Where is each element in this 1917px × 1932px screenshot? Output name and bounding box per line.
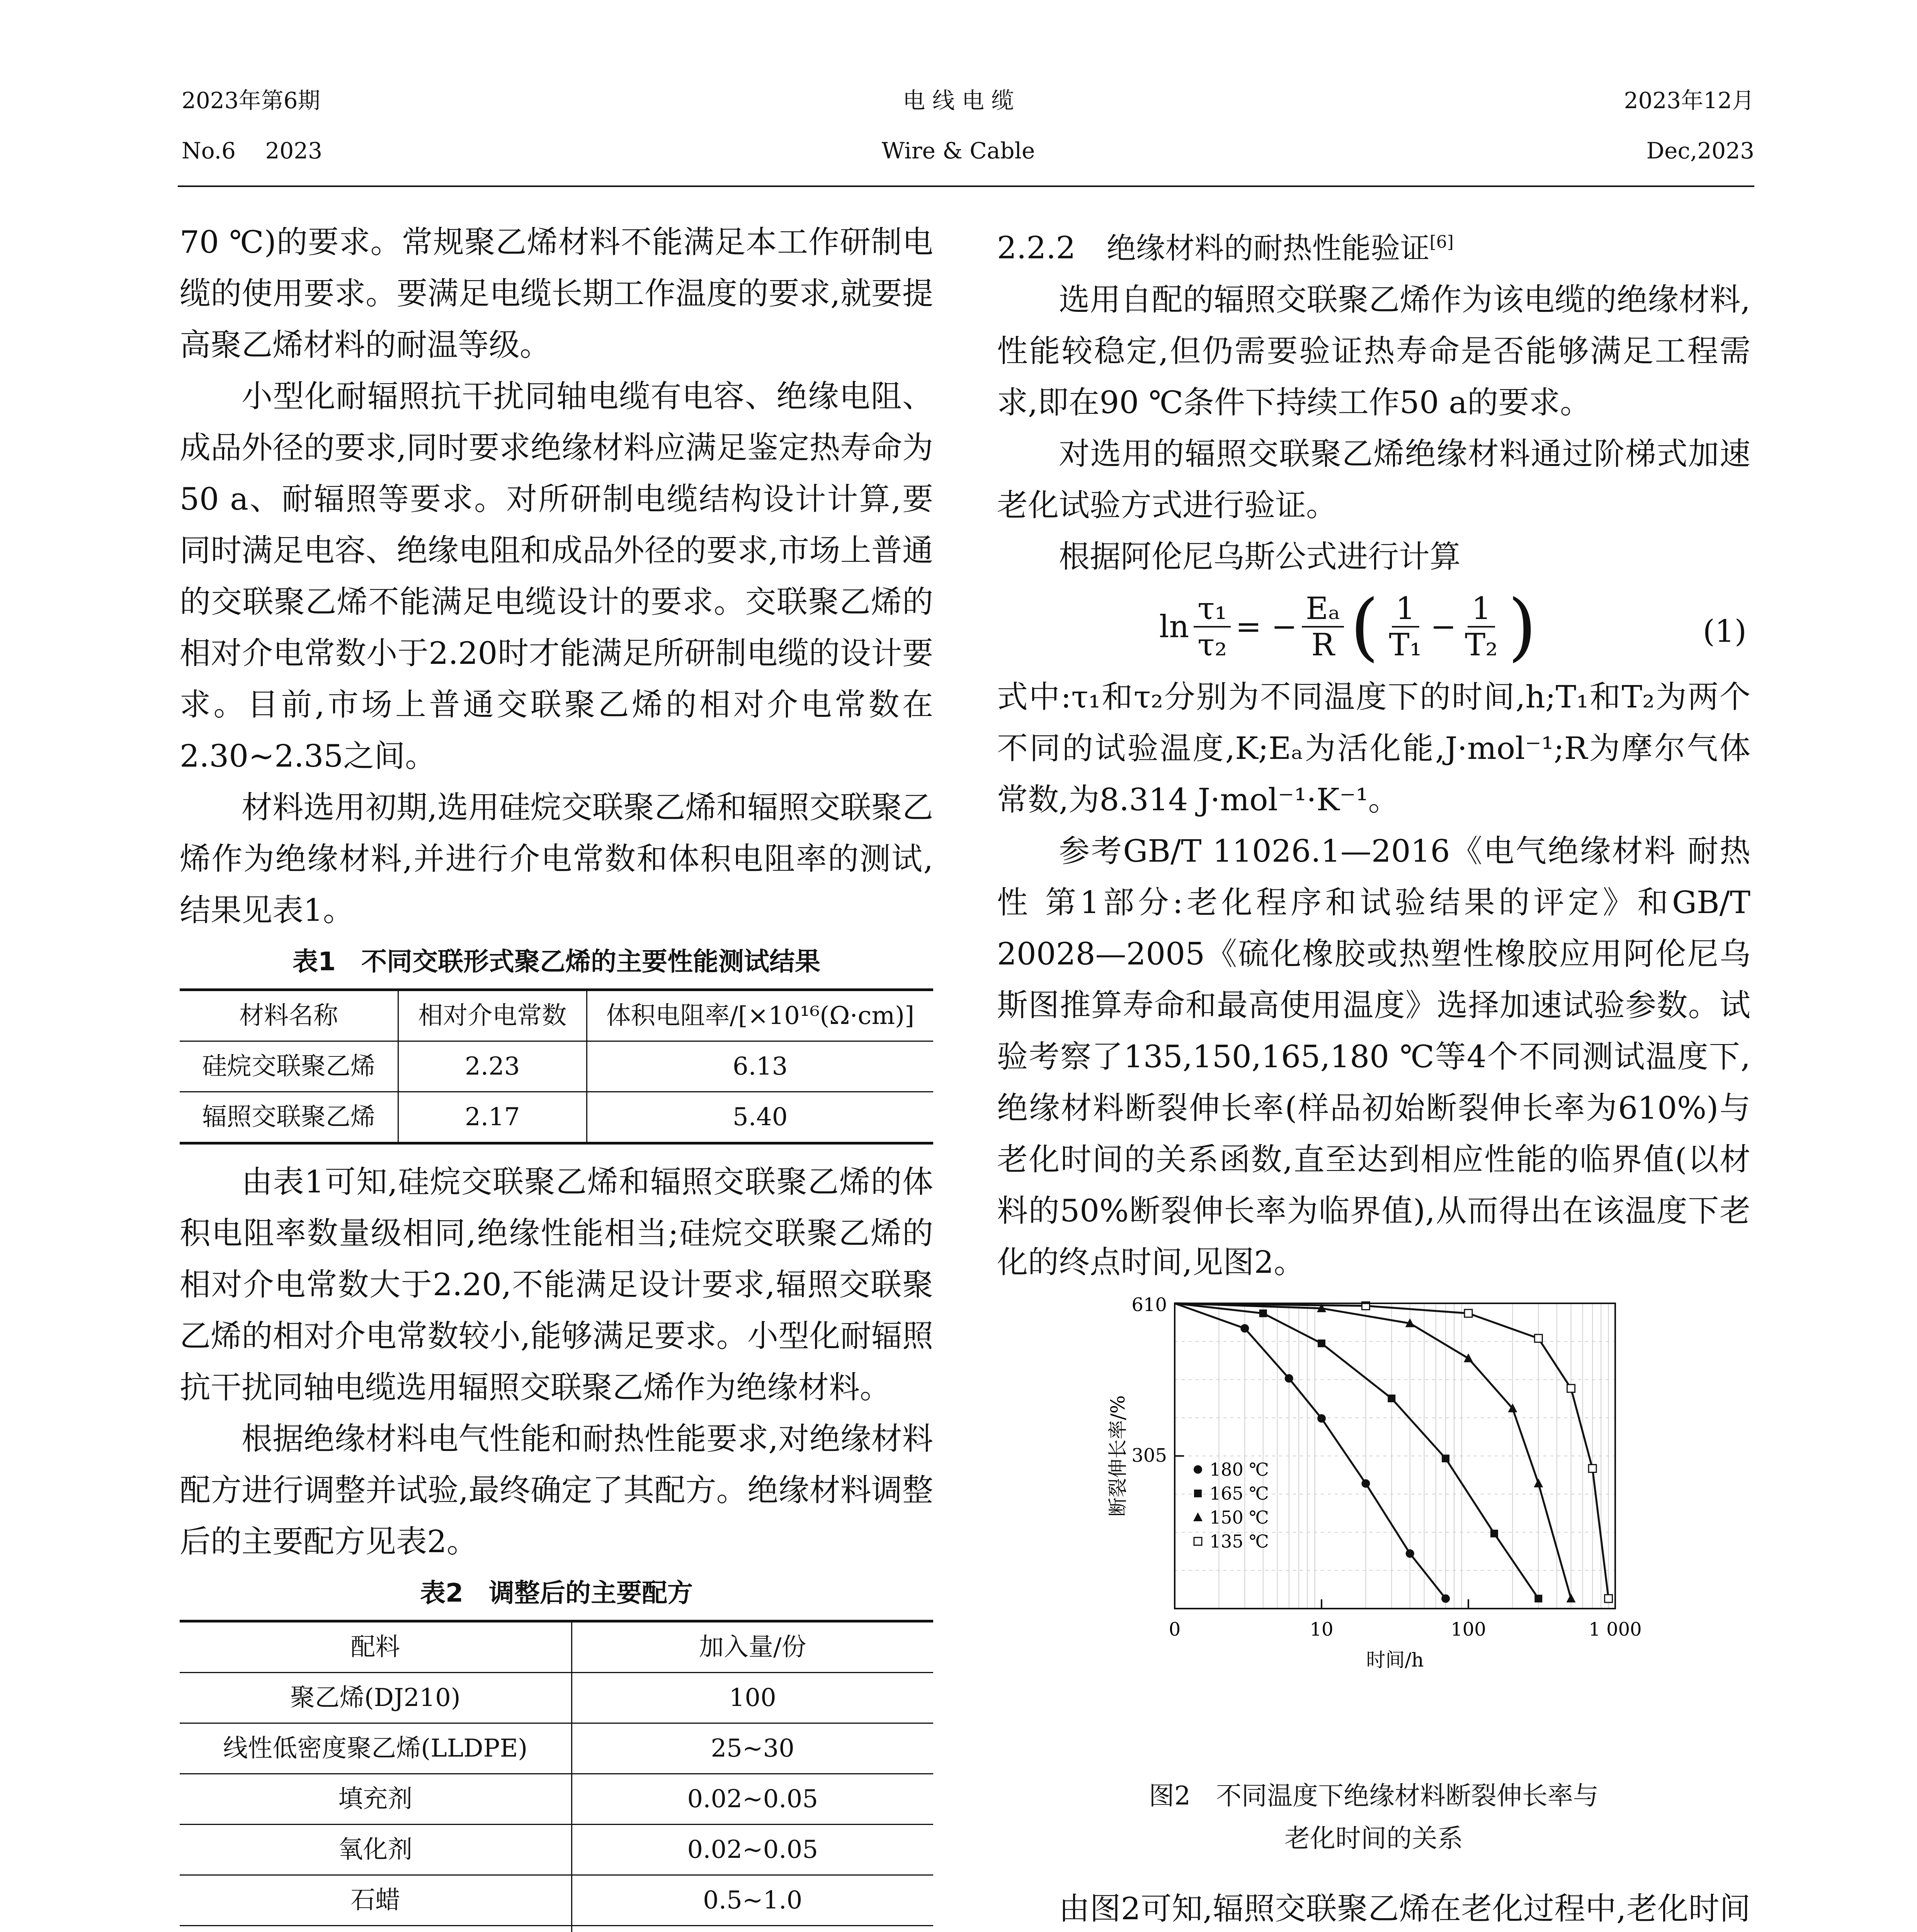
paragraph: 根据阿伦尼乌斯公式进行计算 (1059, 538, 1461, 575)
issue-date-cn: 2023年12月 (1624, 87, 1754, 114)
eq-ea: Eₐ (1302, 591, 1344, 628)
table-cell: 2.17 (398, 1092, 587, 1143)
table-cell: 6.13 (587, 1041, 933, 1092)
table-cell: 填充剂 (180, 1774, 572, 1825)
data-point (1194, 1490, 1202, 1497)
table-cell: 25~30 (572, 1723, 933, 1774)
data-point (1259, 1310, 1267, 1317)
section-number: 2.2.2 (997, 230, 1076, 266)
figure-caption-line: 老化时间的关系 (1284, 1823, 1463, 1853)
table1-caption: 表1 不同交联形式聚乙烯的主要性能测试结果 (293, 947, 820, 976)
y-tick-label: 305 (1131, 1444, 1167, 1466)
paragraph: 对选用的辐照交联聚乙烯绝缘材料通过阶梯式加速老化试验方式进行验证。 (997, 435, 1750, 523)
paragraph: 由图2可知,辐照交联聚乙烯在老化过程中,老化时间 (1059, 1890, 1750, 1927)
series-line (1175, 1303, 1446, 1599)
data-point (1240, 1324, 1249, 1332)
x-axis-label: 时间/h (1366, 1648, 1424, 1671)
chart-grid (1175, 1303, 1615, 1609)
table-row (180, 1926, 933, 1932)
data-point (1567, 1594, 1576, 1602)
eq-paren-open: ( (1350, 583, 1379, 669)
table1 (180, 988, 933, 1145)
table-cell: 聚乙烯(DJ210) (180, 1673, 572, 1723)
table2-header: 加入量/份 (572, 1621, 933, 1673)
plot-frame (1175, 1303, 1615, 1609)
data-point (1464, 1353, 1473, 1362)
section-title: 绝缘材料的耐热性能验证 (1106, 231, 1430, 265)
table-cell: 硅烷交联聚乙烯 (180, 1041, 398, 1092)
series-line (1175, 1303, 1538, 1599)
eq-fraction-tau (1194, 591, 1231, 662)
table-cell: 5.40 (587, 1092, 933, 1143)
citation: [6] (1429, 232, 1454, 252)
data-point (1534, 1595, 1542, 1602)
left-column (180, 216, 933, 1932)
eq-one: 1 (1468, 591, 1495, 628)
table-cell: 0.02~0.05 (572, 1774, 933, 1825)
table-row (180, 1673, 933, 1723)
journal-issue-cn: 2023年第6期 (182, 87, 320, 114)
table2-caption: 表2 调整后的主要配方 (420, 1578, 693, 1608)
paragraph: 根据绝缘材料电气性能和耐热性能要求,对绝缘材料配方进行调整并试验,最终确定了其配方。绝缘材料调整后的主要配方见表2。 (180, 1421, 933, 1560)
eq-equals-minus: = − (1235, 609, 1297, 645)
paragraph: 小型化耐辐照抗干扰同轴电缆有电容、绝缘电阻、成品外径的要求,同时要求绝缘材料应满足鉴定热寿命为50 a、耐辐照等要求。对所研制电缆结构设计计算,要同时满足电容、绝缘电阻和成品外径的要求,市场上普通的交联聚乙烯不能满足电缆设计的要求。交联聚乙烯的相对介电常数小于2.20时才能满足所研制电缆的设计要求。目前,市场上普通交联聚乙烯的相对介电常数在2.30~2.35之间。 (180, 378, 933, 774)
paragraph: 由表1可知,硅烷交联聚乙烯和辐照交联聚乙烯的体积电阻率数量级相同,绝缘性能相当;硅烷交联聚乙烯的相对介电常数大于2.20,不能满足设计要求,辐照交联聚乙烯的相对介电常数较小,能够满足要求。小型化耐辐照抗干扰同轴电缆选用辐照交联聚乙烯作为绝缘材料。 (180, 1164, 933, 1405)
table2 (180, 1620, 933, 1932)
legend-label: 150 ℃ (1209, 1507, 1269, 1528)
eq-tau2: τ₂ (1197, 626, 1227, 663)
table-row (180, 1092, 933, 1143)
section-heading (997, 216, 1750, 274)
table-row (180, 1774, 933, 1825)
equation-number: (1) (1703, 613, 1747, 649)
table1-header: 体积电阻率/[×10¹⁶(Ω·cm)] (587, 990, 933, 1041)
issue-date-en: Dec,2023 (1646, 138, 1754, 164)
data-point (1490, 1529, 1498, 1537)
data-point (1194, 1537, 1202, 1545)
eq-fraction-ea (1302, 591, 1344, 662)
data-point (1534, 1334, 1542, 1342)
equation-1 (997, 582, 1750, 671)
chart-legend (1209, 1459, 1269, 1552)
table-cell: 0.02~0.05 (572, 1825, 933, 1875)
series-line (1175, 1303, 1571, 1599)
right-column (997, 216, 1750, 1932)
eq-fraction-t1 (1385, 591, 1425, 662)
legend-label: 135 ℃ (1209, 1531, 1269, 1552)
eq-one: 1 (1392, 591, 1419, 628)
x-tick-label: 100 (1451, 1618, 1486, 1640)
table-cell: 石蜡 (180, 1875, 572, 1926)
data-point (1605, 1595, 1613, 1602)
x-tick-label: 10 (1310, 1618, 1334, 1640)
table1-header: 相对介电常数 (398, 990, 587, 1041)
paragraph: 材料选用初期,选用硅烷交联聚乙烯和辐照交联聚乙烯作为绝缘材料,并进行介电常数和体积电阻率的测试,结果见表1。 (180, 789, 933, 928)
table1-header: 材料名称 (180, 990, 398, 1041)
paragraph: 70 ℃)的要求。常规聚乙烯材料不能满足本工作研制电缆的使用要求。要满足电缆长期工作温度的要求,就要提高聚乙烯材料的耐温等级。 (180, 224, 933, 363)
eq-fraction-t2 (1461, 591, 1502, 662)
paragraph: 选用自配的辐照交联聚乙烯作为该电缆的绝缘材料,性能较稳定,但仍需要验证热寿命是否能够满足工程需求,即在90 ℃条件下持续工作50 a的要求。 (997, 281, 1750, 420)
table-cell: 0.5~1.0 (572, 1875, 933, 1926)
data-point (1534, 1478, 1543, 1487)
x-tick-label: 1 000 (1589, 1618, 1642, 1640)
data-point (1589, 1464, 1596, 1472)
y-axis-label: 断裂伸长率/% (1107, 1395, 1129, 1517)
table-cell: 100 (572, 1673, 933, 1723)
legend-label: 165 ℃ (1209, 1483, 1269, 1504)
table-row (180, 1875, 933, 1926)
data-point (1465, 1310, 1472, 1317)
chart-points (1193, 1302, 1613, 1603)
journal-title-cn: 电 线 电 缆 (903, 87, 1014, 114)
figure-caption-line: 图2 不同温度下绝缘材料断裂伸长率与 (1149, 1781, 1599, 1811)
y-tick-label: 610 (1131, 1295, 1167, 1316)
eq-paren-close: ) (1508, 583, 1537, 669)
eq-T1: T₁ (1389, 626, 1422, 663)
data-point (1361, 1479, 1370, 1488)
table-row (180, 1825, 933, 1875)
figure-2 (997, 1296, 1750, 1775)
aging-chart (1082, 1296, 1685, 1771)
eq-minus: − (1430, 609, 1456, 645)
eq-T2: T₂ (1465, 626, 1498, 663)
data-point (1318, 1339, 1325, 1347)
x-tick-label: 0 (1169, 1618, 1181, 1640)
data-point (1442, 1454, 1449, 1462)
table-cell (180, 1926, 572, 1932)
data-point (1388, 1395, 1395, 1402)
table-cell: 辐照交联聚乙烯 (180, 1092, 398, 1143)
journal-issue-en: No.6 2023 (182, 138, 323, 164)
table-cell: 2.23 (398, 1041, 587, 1092)
table-row (180, 1723, 933, 1774)
data-point (1567, 1384, 1575, 1392)
data-point (1193, 1512, 1203, 1521)
paragraph: 式中:τ₁和τ₂分别为不同温度下的时间,h;T₁和T₂为两个不同的试验温度,K;Eₐ为活化能,J·mol⁻¹;R为摩尔气体常数,为8.314 J·mol⁻¹·K⁻¹。 (997, 679, 1750, 818)
figure-caption (997, 1775, 1750, 1860)
header-rule (178, 185, 1754, 187)
table-cell (572, 1926, 933, 1932)
eq-r: R (1311, 626, 1335, 663)
data-point (1317, 1414, 1326, 1423)
journal-title-en: Wire & Cable (881, 138, 1035, 164)
data-point (1441, 1594, 1450, 1603)
data-point (1406, 1549, 1414, 1558)
paragraph: 参考GB/T 11026.1—2016《电气绝缘材料 耐热性 第1部分:老化程序和试验结果的评定》和GB/T 20028—2005《硫化橡胶或热塑性橡胶应用阿伦尼乌斯图推算寿命和最高使用温度》选择加速试验参数。试验考察了135,150,165,180 ℃等4个不同测试温度下,绝缘材料断裂伸长率(样品初始断裂伸长率为610%)与老化时间的关系函数,直至达到相应性能的临界值(以材料的50%断裂伸长率为临界值),从而得出在该温度下老化的终点时间,见图2。 (997, 833, 1750, 1280)
legend-label: 180 ℃ (1209, 1459, 1269, 1480)
eq-tau1: τ₁ (1194, 591, 1231, 628)
table-cell: 氧化剂 (180, 1825, 572, 1875)
table2-header: 配料 (180, 1621, 572, 1673)
data-point (1194, 1465, 1202, 1474)
table-cell: 线性低密度聚乙烯(LLDPE) (180, 1723, 572, 1774)
eq-ln: ln (1159, 609, 1189, 645)
table-row (180, 1041, 933, 1092)
data-point (1285, 1374, 1293, 1383)
